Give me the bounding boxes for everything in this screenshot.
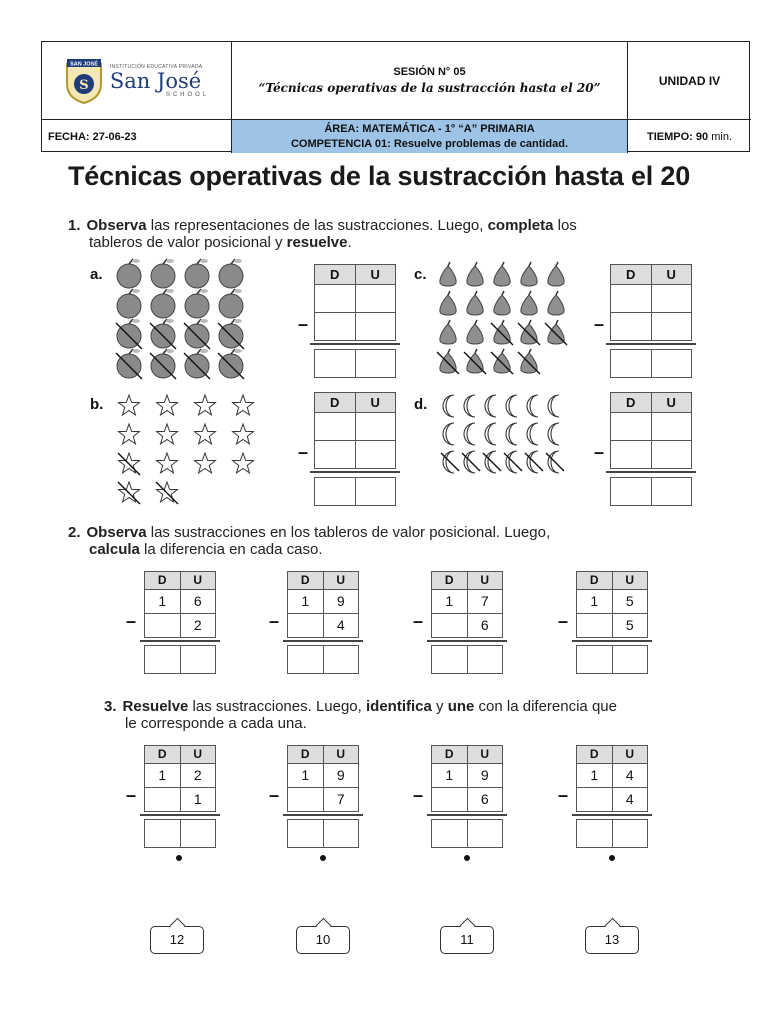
apple-icon <box>218 349 244 379</box>
time-unit: min. <box>711 130 732 143</box>
minus-sign: – <box>413 611 424 631</box>
moon-icon <box>504 451 522 473</box>
item-label-b: b. <box>90 396 104 413</box>
connector-dot[interactable] <box>320 855 326 861</box>
item-label-d: d. <box>414 396 428 413</box>
cell-u2[interactable] <box>356 441 396 468</box>
pear-icon <box>518 320 540 345</box>
star-icon <box>233 424 254 444</box>
pear-icon <box>491 349 513 374</box>
result-d[interactable] <box>288 646 324 673</box>
connector-dot[interactable] <box>464 855 470 861</box>
result-d[interactable] <box>611 350 652 377</box>
pear-icon <box>440 291 456 315</box>
logo-institution-text: INSTITUCIÓN EDUCATIVA PRIVADA <box>109 63 203 70</box>
moon-icon <box>443 395 454 417</box>
session-cell <box>232 42 628 120</box>
pv-board-c: D U – <box>610 264 692 378</box>
minus-sign: – <box>126 785 137 805</box>
result-u[interactable] <box>652 350 692 377</box>
star-icon <box>119 395 140 415</box>
cell-d1[interactable] <box>611 285 652 312</box>
q2-board-1: D U 1 6 2 – <box>144 571 216 674</box>
moon-icon <box>506 423 517 445</box>
result-u[interactable] <box>652 478 692 505</box>
minus-sign: – <box>413 785 424 805</box>
pv-board-d: D U – <box>610 392 692 506</box>
session-header <box>41 41 750 152</box>
pv-board-b: D U – <box>314 392 396 506</box>
connector-dot[interactable] <box>609 855 615 861</box>
competence-text: COMPETENCIA 01: Resuelve problemas de cantidad. <box>290 137 569 150</box>
result-u[interactable] <box>356 350 396 377</box>
area-cell <box>232 120 628 153</box>
pear-icon <box>464 349 486 374</box>
result-u[interactable] <box>613 646 648 673</box>
pear-icon <box>440 320 456 344</box>
result-u[interactable] <box>324 820 359 847</box>
star-icon <box>157 395 178 415</box>
svg-text:S: S <box>79 77 89 93</box>
star-icon <box>195 424 216 444</box>
moon-icon <box>527 423 538 445</box>
minus-sign: – <box>126 611 137 631</box>
star-icon <box>195 395 216 415</box>
pear-icon <box>437 349 459 374</box>
apple-icon <box>116 349 142 379</box>
q2-board-3: D U 1 7 6 – <box>431 571 503 674</box>
star-icon <box>233 453 254 473</box>
moon-icon <box>527 395 538 417</box>
date-cell: FECHA: 27-06-23 <box>42 120 232 153</box>
cell-u1[interactable] <box>652 413 692 440</box>
answer-tag[interactable]: 10 <box>296 926 350 954</box>
apple-icon <box>116 319 142 349</box>
apple-icon <box>184 319 210 349</box>
q2-board-4: D U 1 5 5 – <box>576 571 648 674</box>
apples-group <box>115 262 255 382</box>
star-icon <box>119 424 140 444</box>
cell-d1[interactable] <box>315 413 356 440</box>
star-icon <box>118 482 140 504</box>
cell-d1[interactable] <box>611 413 652 440</box>
pear-icon <box>467 320 483 344</box>
moon-icon <box>483 451 501 473</box>
result-u[interactable] <box>468 820 503 847</box>
area-text: ÁREA: MATEMÁTICA - 1° “A” PRIMARIA <box>324 122 535 135</box>
apple-icon <box>184 349 210 379</box>
pear-icon <box>467 262 483 286</box>
q1-instruction: 1. Observa las representaciones de las sustracciones. Luego, completa los tableros de valor posicional y resuelve. <box>68 217 577 251</box>
pears-group <box>438 264 568 384</box>
time-label: TIEMPO: <box>647 130 693 143</box>
moon-icon <box>548 395 559 417</box>
moon-icon <box>485 395 496 417</box>
subtrahend-tens <box>145 614 181 637</box>
minus-sign: – <box>269 785 280 805</box>
minuend-tens: 1 <box>145 590 181 613</box>
stars-group <box>115 394 255 504</box>
tens-header: D <box>315 265 356 284</box>
cell-u1[interactable] <box>356 285 396 312</box>
minus-sign: – <box>558 785 569 805</box>
pear-icon <box>494 291 510 315</box>
moons-group <box>440 394 570 484</box>
q2-instruction: 2. Observa las sustracciones en los tableros de valor posicional. Luego, calcula la diferencia en cada caso. <box>68 524 551 558</box>
apple-icon <box>219 259 243 288</box>
minus-sign: – <box>298 314 309 334</box>
apple-icon <box>151 289 175 318</box>
minus-sign: – <box>594 442 605 462</box>
star-icon <box>233 395 254 415</box>
answer-tag[interactable]: 13 <box>585 926 639 954</box>
cell-d2[interactable] <box>611 313 652 340</box>
star-icon <box>157 424 178 444</box>
minuend-units: 6 <box>193 593 202 609</box>
units-header: U <box>370 267 380 282</box>
apple-icon <box>185 259 209 288</box>
connector-dot[interactable] <box>176 855 182 861</box>
moon-icon <box>441 451 459 473</box>
page-title: Técnicas operativas de la sustracción hasta el 20 <box>68 161 691 191</box>
answer-tag[interactable]: 12 <box>150 926 204 954</box>
apple-icon <box>150 319 176 349</box>
cell-u2[interactable] <box>652 313 692 340</box>
cell-u1[interactable] <box>652 285 692 312</box>
moon-icon <box>546 451 564 473</box>
pear-icon <box>521 262 537 286</box>
pear-icon <box>491 320 513 345</box>
result-u[interactable] <box>356 478 396 505</box>
pear-icon <box>521 291 537 315</box>
minus-sign: – <box>298 442 309 462</box>
moon-icon <box>462 451 480 473</box>
logo-school-text: SCHOOL <box>165 91 210 98</box>
minus-sign: – <box>594 314 605 334</box>
moon-icon <box>506 395 517 417</box>
result-d[interactable] <box>145 646 181 673</box>
star-icon <box>156 482 178 504</box>
result-d[interactable] <box>432 820 468 847</box>
unit-cell: UNIDAD IV <box>628 42 751 120</box>
star-icon <box>118 453 140 475</box>
result-d[interactable] <box>315 350 356 377</box>
apple-icon <box>150 349 176 379</box>
result-d[interactable] <box>432 646 468 673</box>
pear-icon <box>494 262 510 286</box>
result-d[interactable] <box>577 646 613 673</box>
result-u[interactable] <box>181 646 216 673</box>
q3-instruction: 3. Resuelve las sustracciones. Luego, identifica y une con la diferencia que le corresponde a cada una. <box>104 698 617 732</box>
shield-icon <box>64 58 104 104</box>
subtrahend-units: 2 <box>193 617 202 633</box>
apple-icon <box>117 289 141 318</box>
apple-icon <box>218 319 244 349</box>
moon-icon <box>548 423 559 445</box>
result-d[interactable] <box>577 820 613 847</box>
pear-icon <box>440 262 456 286</box>
result-d[interactable] <box>315 478 356 505</box>
time-cell <box>628 120 751 153</box>
cell-d2[interactable] <box>611 441 652 468</box>
session-title: “Técnicas operativas de la sustracción hasta el 20” <box>258 81 601 95</box>
apple-icon <box>151 259 175 288</box>
pear-icon <box>518 349 540 374</box>
q3-board-1: D U 1 2 1 – <box>144 745 216 848</box>
star-icon <box>157 453 178 473</box>
cell-u2[interactable] <box>652 441 692 468</box>
result-d[interactable] <box>611 478 652 505</box>
cell-d2[interactable] <box>315 441 356 468</box>
moon-icon <box>464 395 475 417</box>
q3-board-2: D U 1 9 7 – <box>287 745 359 848</box>
item-label-a: a. <box>90 266 103 283</box>
result-u[interactable] <box>613 820 648 847</box>
result-d[interactable] <box>145 820 181 847</box>
pv-board-a <box>298 264 396 378</box>
shield-text: SAN JOSÉ <box>69 61 98 67</box>
pear-icon <box>467 291 483 315</box>
result-u[interactable] <box>468 646 503 673</box>
moon-icon <box>485 423 496 445</box>
item-label-c: c. <box>414 266 427 283</box>
moon-icon <box>525 451 543 473</box>
apple-icon <box>185 289 209 318</box>
q3-board-3: D U 1 9 6 – <box>431 745 503 848</box>
result-u[interactable] <box>181 820 216 847</box>
q3-board-4: D U 1 4 4 – <box>576 745 648 848</box>
answer-tag[interactable]: 11 <box>440 926 494 954</box>
session-number: SESIÓN N° 05 <box>393 66 466 78</box>
moon-icon <box>464 423 475 445</box>
cell-u2[interactable] <box>356 313 396 340</box>
apple-icon <box>117 259 141 288</box>
minus-sign: – <box>269 611 280 631</box>
school-logo <box>64 58 209 104</box>
result-u[interactable] <box>324 646 359 673</box>
cell-d2[interactable] <box>315 313 356 340</box>
apple-icon <box>219 289 243 318</box>
cell-d1[interactable] <box>315 285 356 312</box>
logo-cell <box>42 42 232 120</box>
pear-icon <box>548 262 564 286</box>
star-icon <box>195 453 216 473</box>
q2-board-2: D U 1 9 4 – <box>287 571 359 674</box>
moon-icon <box>443 423 454 445</box>
result-d[interactable] <box>288 820 324 847</box>
pear-icon <box>548 291 564 315</box>
logo-name: San José <box>109 68 202 93</box>
minus-sign: – <box>558 611 569 631</box>
pear-icon <box>545 320 567 345</box>
cell-u1[interactable] <box>356 413 396 440</box>
time-value: 90 <box>695 130 709 143</box>
